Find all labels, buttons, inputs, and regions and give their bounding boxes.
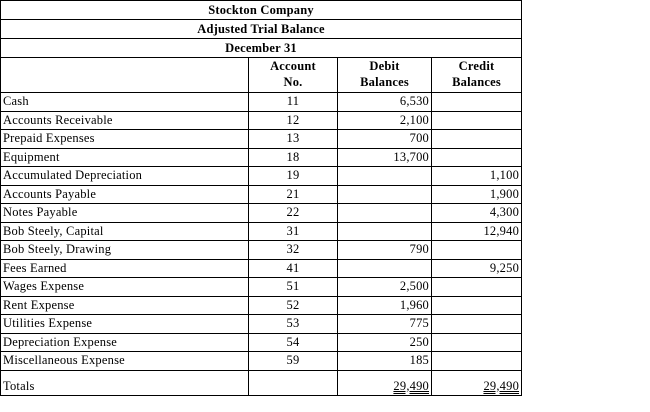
totals-debit-value: 29,490 [393,378,429,393]
account-no-cell: 51 [249,278,338,297]
credit-cell: 1,900 [432,185,522,204]
account-name-cell: Fees Earned [1,259,249,278]
table-row [1,241,522,260]
account-no-cell: 22 [249,204,338,223]
totals-credit [432,370,522,395]
table-row [1,167,522,186]
credit-cell [432,278,522,297]
credit-cell: 9,250 [432,259,522,278]
credit-cell [432,93,522,112]
credit-header-line1: Credit [458,59,495,73]
debit-cell: 2,500 [338,278,432,297]
account-name-cell: Bob Steely, Capital [1,222,249,241]
account-no-header-line2: No. [283,75,303,89]
debit-cell: 250 [338,333,432,352]
credit-cell: 4,300 [432,204,522,223]
debit-cell: 790 [338,241,432,260]
account-no-cell: 52 [249,296,338,315]
table-row [1,185,522,204]
company-name: Stockton Company [1,1,522,20]
credit-cell [432,111,522,130]
debit-cell: 185 [338,352,432,371]
debit-cell [338,167,432,186]
account-name-cell: Bob Steely, Drawing [1,241,249,260]
account-no-cell: 59 [249,352,338,371]
account-name-cell: Depreciation Expense [1,333,249,352]
debit-header-line2: Balances [360,75,409,89]
table-row [1,315,522,334]
table-row [1,111,522,130]
account-name-cell: Rent Expense [1,296,249,315]
account-name-cell: Cash [1,93,249,112]
credit-cell [432,315,522,334]
account-name-cell: Prepaid Expenses [1,130,249,149]
account-no-cell: 18 [249,148,338,167]
account-no-cell: 19 [249,167,338,186]
account-name-cell: Notes Payable [1,204,249,223]
account-name-cell: Utilities Expense [1,315,249,334]
debit-cell [338,259,432,278]
credit-header-line2: Balances [452,75,501,89]
table-row [1,333,522,352]
account-name-cell: Accumulated Depreciation [1,167,249,186]
credit-cell [432,352,522,371]
debit-cell: 775 [338,315,432,334]
table-row [1,259,522,278]
table-row [1,130,522,149]
account-name-cell: Miscellaneous Expense [1,352,249,371]
table-row [1,278,522,297]
totals-row [1,370,522,395]
account-name-cell: Wages Expense [1,278,249,297]
credit-cell [432,296,522,315]
account-name-cell: Accounts Receivable [1,111,249,130]
account-no-header-line1: Account [270,59,316,73]
totals-credit-value: 29,490 [483,378,520,393]
account-no-cell: 41 [249,259,338,278]
account-no-cell: 12 [249,111,338,130]
credit-cell: 1,100 [432,167,522,186]
account-no-header [249,58,338,93]
credit-cell [432,333,522,352]
account-name-header [1,58,249,93]
debit-cell: 13,700 [338,148,432,167]
debit-header [338,58,432,93]
credit-cell: 12,940 [432,222,522,241]
credit-cell [432,130,522,149]
table-row [1,204,522,223]
debit-cell [338,204,432,223]
statement-title: Adjusted Trial Balance [1,20,522,39]
table-row [1,352,522,371]
debit-cell: 2,100 [338,111,432,130]
totals-account-no-cell [249,370,338,395]
table-row [1,148,522,167]
debit-cell [338,222,432,241]
account-name-cell: Accounts Payable [1,185,249,204]
account-no-cell: 13 [249,130,338,149]
account-no-cell: 53 [249,315,338,334]
account-name-cell: Equipment [1,148,249,167]
debit-cell: 1,960 [338,296,432,315]
debit-cell: 6,530 [338,93,432,112]
account-no-cell: 54 [249,333,338,352]
debit-header-line1: Debit [369,59,400,73]
debit-cell: 700 [338,130,432,149]
account-no-cell: 21 [249,185,338,204]
table-row [1,93,522,112]
account-no-cell: 31 [249,222,338,241]
account-no-cell: 11 [249,93,338,112]
statement-date: December 31 [1,39,522,58]
totals-label: Totals [1,370,249,395]
table-row [1,222,522,241]
debit-cell [338,185,432,204]
credit-cell [432,148,522,167]
table-row [1,296,522,315]
totals-debit [338,370,432,395]
account-no-cell: 32 [249,241,338,260]
credit-cell [432,241,522,260]
credit-header [432,58,522,93]
